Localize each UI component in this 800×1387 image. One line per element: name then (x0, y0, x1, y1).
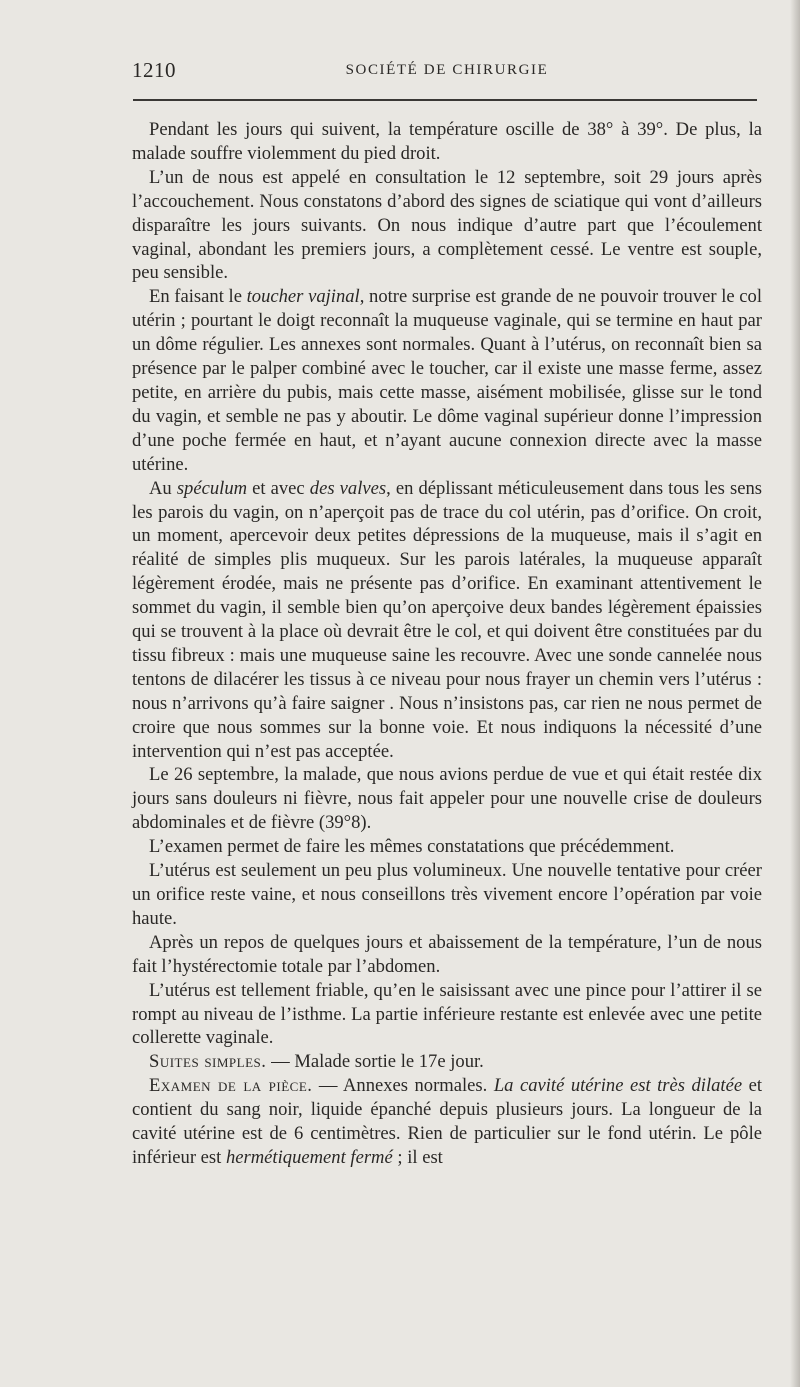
text-run: — Annexes normales. (312, 1075, 494, 1097)
paragraph (132, 835, 762, 859)
body-text (132, 118, 762, 1170)
text-run: Après un repos de quelques jours et abaissement de la température, l’un de nous fait l’hystérectomie totale par l’abdomen. (132, 931, 762, 977)
italic-phrase: des valves (309, 477, 387, 499)
paragraph (132, 166, 762, 286)
paragraph (132, 477, 762, 764)
text-run: L’utérus est tellement friable, qu’en le saisissant avec une pince pour l’attirer il se rompt au niveau de l’isthme. La partie inférieure restante est enlevée avec une petite collerette vaginale. (132, 979, 762, 1049)
paragraph (132, 931, 762, 979)
paragraph (132, 763, 762, 835)
text-run: , notre surprise est grande de ne pouvoir trouver le col utérin ; pourtant le doigt reconnaît la muqueuse vaginale, qui se termine en haut par un dôme régulier. Les annexes sont normales. Quant à l’utérus, on reconnaît bien sa présence par le palper combiné avec le toucher, car il existe une masse ferme, assez petite, en arrière du pubis, mais cette masse, aisément mobilisée, glisse sur le tond du vagin, et semble ne pas y aboutir. Le dôme vaginal supérieur donne l’impression d’une poche fermée en haut, et n’ayant aucune connexion directe avec la masse utérine. (132, 286, 763, 475)
page-header (132, 58, 762, 88)
paragraph (132, 979, 762, 1051)
text-run: — Malade sortie le 17e jour. (266, 1051, 484, 1073)
section-lead: Suites simples. (149, 1051, 267, 1073)
text-run: et avec (247, 477, 310, 499)
text-run: L’utérus est seulement un peu plus volumineux. Une nouvelle tentative pour créer un orifice reste vaine, et nous conseillons très vivement encore l’opération par voie haute. (132, 860, 762, 929)
text-run: En faisant le (149, 286, 247, 308)
paragraph (132, 1074, 762, 1170)
paragraph (132, 859, 762, 931)
italic-phrase: La cavité utérine est très dilatée (493, 1075, 743, 1097)
paragraph (132, 118, 762, 166)
page-number: 1210 (132, 58, 176, 82)
text-run: Pendant les jours qui suivent, la température oscille de 38° à 39°. De plus, la malade souffre violemment du pied droit. (132, 119, 762, 164)
page-edge-shadow (790, 0, 800, 1387)
text-run: Au (149, 477, 177, 499)
running-title: SOCIÉTÉ DE CHIRURGIE (345, 62, 549, 78)
paragraph (132, 285, 762, 476)
paragraph (132, 1050, 762, 1074)
text-run: ; il est (392, 1146, 443, 1168)
header-rule (133, 99, 757, 101)
italic-phrase: hermétiquement fermé (225, 1146, 393, 1168)
text-run: L’examen permet de faire les mêmes constatations que précédemment. (149, 836, 675, 858)
italic-phrase: toucher vajinal (246, 286, 360, 308)
text-run: L’un de nous est appelé en consultation le 12 septembre, soit 29 jours après l’accouchement. Nous constatons d’abord des signes de sciatique qui vont d’ailleurs disparaître les jours suivants. On nous indique d’autre part que l’écoulement vaginal, abondant les premiers jours, a complètement cessé. Le ventre est souple, peu sensible. (132, 166, 762, 284)
text-run: , en déplissant méticuleusement dans tous les sens les parois du vagin, on n’aperçoit pas de trace du col utérin, pas d’orifice. On croit, un moment, apercevoir deux petites dépressions de la muqueuse, mais il s’agit en réalité de simples plis muqueux. Sur les parois latérales, la muqueuse apparaît légèrement érodée, mais ne présente pas d’orifice. En examinant attentivement le sommet du vagin, il semble bien qu’on aperçoive deux bandes légèrement épaissies qui se trouvent à la place où devrait être le col, et qui doivent être constituées par du tissu fibreux : mais une muqueuse saine les recouvre. Avec une sonde cannelée nous tentons de dilacérer les tissus à ce niveau pour nous frayer un chemin vers l’utérus : nous n’arrivons qu’à faire saigner . Nous n’insistons pas, car rien ne nous permet de croire que nous sommes sur la bonne voie. Et nous indiquons la nécessité d’une intervention qui n’est pas acceptée. (132, 477, 762, 762)
section-lead: Examen de la pièce. (149, 1075, 313, 1097)
text-run: et contient du sang noir, liquide épanché depuis plusieurs jours. La longueur de la cavité utérine est de 6 centimètres. Rien de particulier sur le fond utérin. Le pôle inférieur est (132, 1075, 763, 1168)
text-run: Le 26 septembre, la malade, que nous avions perdue de vue et qui était restée dix jours sans douleurs ni fièvre, nous fait appeler pour une nouvelle crise de douleurs abdominales et de fièvre (39°8). (132, 764, 762, 834)
italic-phrase: spéculum (176, 477, 248, 499)
